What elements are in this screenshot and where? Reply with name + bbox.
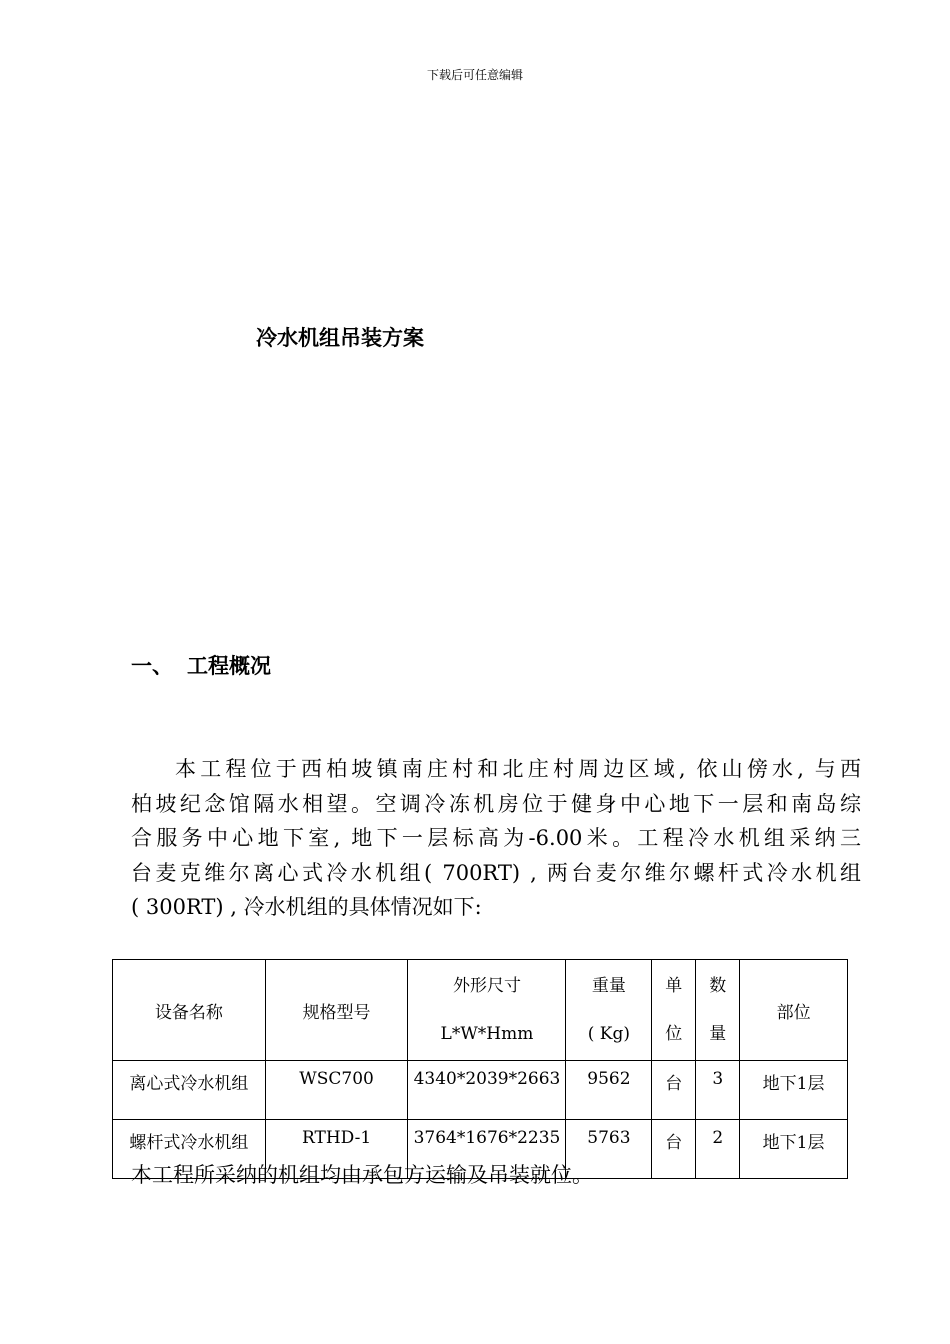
cell-location: 地下1层 [740, 1120, 848, 1179]
cell-weight: 9562 [566, 1061, 652, 1120]
header-cell-dimensions [408, 960, 566, 1061]
overview-paragraph [131, 752, 861, 925]
cell-unit: 台 [652, 1120, 696, 1179]
paragraph-line: 台麦克维尔离心式冷水机组( 700RT) , 两台麦尔维尔螺杆式冷水机组 [131, 860, 861, 885]
cell-name: 螺杆式冷水机组 [113, 1120, 266, 1179]
header-cell-name: 设备名称 [113, 960, 266, 1061]
table-header-row [113, 960, 848, 1061]
page-header-note: 下载后可任意编辑 [426, 68, 523, 82]
section-number: 一、 [131, 654, 173, 678]
closing-sentence: 本工程所采纳的机组均由承包方运输及吊装就位。 [131, 1163, 593, 1187]
cell-location: 地下1层 [740, 1061, 848, 1120]
cell-model: WSC700 [265, 1061, 408, 1120]
header-weight-unit: ( Kg) [587, 1024, 631, 1044]
header-weight-label: 重量 [591, 976, 626, 996]
paragraph-line: ( 300RT) , 冷水机组的具体情况如下: [131, 895, 482, 919]
cell-quantity: 3 [696, 1061, 740, 1120]
cell-weight: 5763 [566, 1120, 652, 1179]
header-quantity-char1: 数 [709, 976, 727, 996]
cell-name: 离心式冷水机组 [113, 1061, 266, 1120]
cell-model: RTHD-1 [265, 1120, 408, 1179]
paragraph-line: 本工程位于西柏坡镇南庄村和北庄村周边区域, 依山傍水, 与西 [175, 757, 861, 781]
paragraph-line: 柏坡纪念馆隔水相望。空调冷冻机房位于健身中心地下一层和南岛综 [131, 791, 861, 816]
section-title: 工程概况 [187, 654, 271, 678]
equipment-table [112, 959, 848, 1179]
header-cell-model: 规格型号 [265, 960, 408, 1061]
cell-unit: 台 [652, 1061, 696, 1120]
header-quantity-char2: 量 [709, 1024, 727, 1044]
paragraph-line: 合服务中心地下室, 地下一层标高为-6.00米。工程冷水机组采纳三 [131, 826, 861, 850]
header-dimensions-label: 外形尺寸 [452, 976, 521, 996]
section-heading [131, 650, 271, 680]
table-row [113, 1061, 848, 1120]
cell-quantity: 2 [696, 1120, 740, 1179]
cell-dimensions: 3764*1676*2235 [408, 1120, 566, 1179]
cell-dimensions: 4340*2039*2663 [408, 1061, 566, 1120]
header-cell-unit [652, 960, 696, 1061]
header-unit-char2: 位 [665, 1024, 683, 1044]
header-unit-char1: 单 [665, 976, 683, 996]
header-cell-weight [566, 960, 652, 1061]
document-title: 冷水机组吊装方案 [256, 326, 424, 350]
header-cell-quantity [696, 960, 740, 1061]
header-dimensions-unit: L*W*Hmm [440, 1024, 534, 1044]
header-cell-location: 部位 [740, 960, 848, 1061]
